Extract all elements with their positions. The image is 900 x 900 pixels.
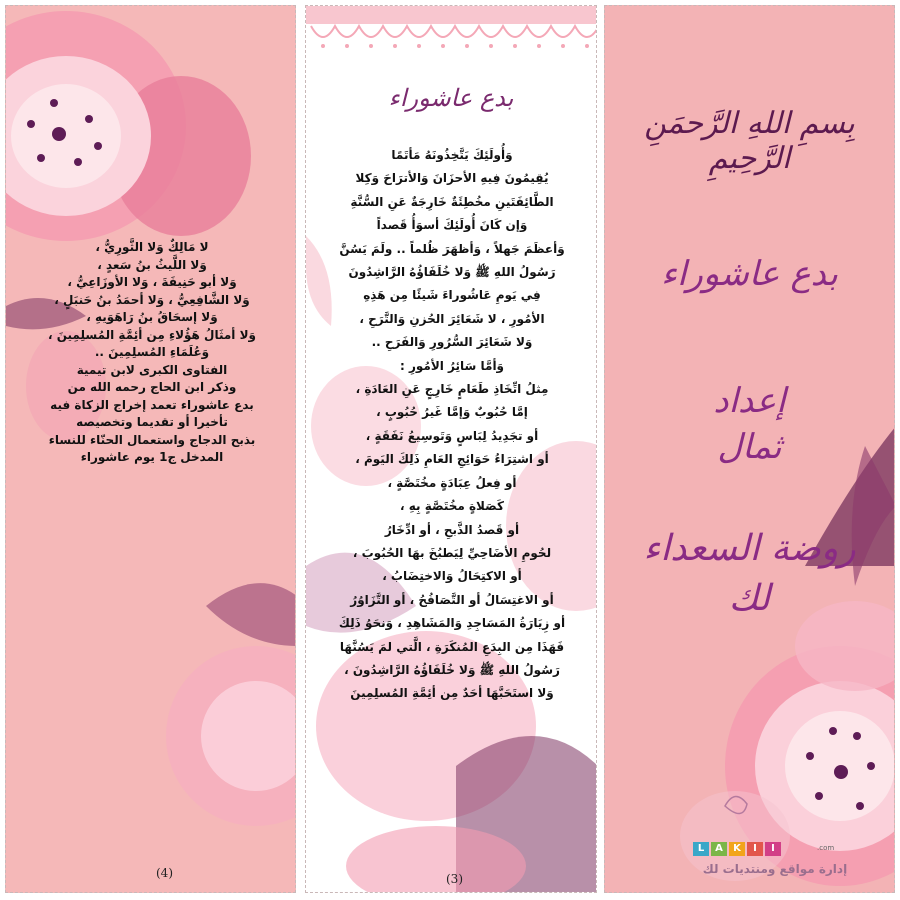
text-line: إمَّا حُبُوبٌ وَإمَّا غَيرُ حُبُوبٍ ، bbox=[376, 405, 528, 420]
text-line: رَسُولُ اللهِ ﷺ وَلا خُلَفَاؤُهُ الرَّاشِدُونَ bbox=[348, 265, 556, 280]
text-line: وَلا استَحَبَّهَا أحَدٌ مِن أئِمَّةِ المُسلِمِينَ bbox=[350, 686, 554, 701]
page-number: (4) bbox=[156, 866, 173, 880]
panel-page-4 bbox=[5, 5, 296, 893]
logo-letter: I bbox=[747, 842, 763, 856]
prepared-by bbox=[605, 378, 894, 470]
text-line: بذبح الدجاج واستعمال الحنّاء للنساء bbox=[48, 432, 256, 447]
logo-letter: A bbox=[711, 842, 727, 856]
dedication bbox=[605, 524, 894, 624]
body-text bbox=[314, 144, 590, 706]
text-line: بدع عاشوراء تعمد إخراج الزكاة فيه bbox=[50, 397, 254, 412]
text-line: وَإن كَانَ أُولَئِكَ أسوَأُ قَصداً bbox=[376, 218, 528, 233]
text-line: وَلا الشَّافِعِيُّ ، وَلا أحمَدُ بنُ حَنبَلٍ ، bbox=[54, 292, 250, 307]
text-line: وَأعظَمَ جَهلاً ، وَأظهَرَ ظُلماً .. ولَمَ يَسُنَّ bbox=[339, 241, 565, 256]
text-line: وَأُولَئِكَ يَتَّخِذُونَهُ مَأتَمًا bbox=[391, 148, 513, 162]
basmala: بِسمِ اللهِ الرَّحمَنِ الرَّحِيمِ bbox=[644, 106, 855, 176]
page-number: (3) bbox=[446, 872, 463, 886]
panel-page-3 bbox=[305, 5, 597, 893]
text-line: فِي يَومِ عَاشُوراءَ شَيئًا مِن هَذِهِ bbox=[363, 288, 541, 303]
text-line: كَصَلاةٍ مخُتَصَّةٍ بِهِ ، bbox=[400, 499, 504, 514]
panel-cover bbox=[604, 5, 895, 893]
lakii-logo bbox=[693, 842, 781, 856]
prepared-label: إعداد bbox=[713, 381, 786, 421]
text-line: تأخيرا أو تقديما وتخصيصه bbox=[76, 415, 228, 429]
text-line: الأمُورِ ، لا شَعَائِرَ الحُزنِ وَالتَّرَحِ ، bbox=[359, 311, 545, 326]
text-line: المدخل ج1 يوم عاشوراء bbox=[80, 450, 224, 464]
text-line: أو قَصدُ الذَّبحِ ، أو ادِّخَارُ bbox=[384, 522, 520, 537]
text-line: أو زِيَارَةُ المَسَاجِدِ وَالمَشَاهِدِ ، وَنحَوُ ذَلِكَ bbox=[338, 616, 566, 631]
text-line: أو الاغتِسَالُ أو التَّصَافُحُ ، أو التَّزَاوُرُ bbox=[350, 592, 554, 607]
text-line: وَعُلَمَاءِ المُسلِمِينَ .. bbox=[94, 345, 210, 359]
prepared-name: ثمال bbox=[717, 427, 782, 467]
text-line: لحُومِ الأضَاحِيِّ لِيَطبُخَ بهَا الحُبُوبَ ، bbox=[352, 545, 552, 560]
text-line: وَلا شَعَائِرَ السُّرُورِ وَالفَرَحِ .. bbox=[371, 335, 533, 350]
dedication-line-1: روضة السعداء bbox=[643, 528, 856, 569]
flower-bottom bbox=[166, 646, 296, 826]
text-line: لا مَالِكٌ وَلا الثَّورِيُّ ، bbox=[95, 240, 209, 254]
cover-title: بدع عاشوراء bbox=[661, 254, 838, 294]
text-line: مِثلُ اتِّخَاذِ طَعَامٍ خَارِجٍ عَنِ العَادَةِ ، bbox=[355, 382, 549, 397]
text-line: وَلا إسحَاقُ بنُ رَاهَوَيهِ ، bbox=[86, 310, 218, 324]
text-line: الطَّائِفَتَينِ مخُطِئَةٌ خَارِجَةٌ عَنِ السُّنَّةِ bbox=[350, 194, 554, 209]
text-line: وَلا أبو حَنِيفَةَ ، وَلا الأوزَاعِيُّ ، bbox=[67, 275, 237, 289]
page-title: بدع عاشوراء bbox=[388, 84, 514, 112]
text-line: وَأمَّا سَائِرُ الأمُورِ : bbox=[399, 358, 505, 373]
dedication-line-2: لك bbox=[728, 578, 771, 619]
logo-suffix: .com bbox=[817, 844, 835, 852]
text-line: رَسُولُ اللهِ ﷺ وَلا خُلَفَاؤُهُ الرَّاشِدُونَ ، bbox=[344, 662, 560, 677]
text-line: أو اشتِرَاءُ حَوَائِجِ العَامِ ذَلِكَ اليَومَ ، bbox=[355, 452, 549, 467]
logo-letter: K bbox=[729, 842, 745, 856]
text-line: وذكر ابن الحاج رحمه الله من bbox=[67, 380, 237, 394]
leaf bbox=[206, 583, 296, 646]
flower-top-large bbox=[6, 11, 251, 241]
text-line: الفتاوى الكبرى لابن تيمية bbox=[76, 362, 228, 377]
text-line: فَهَذَا مِن البِدَعِ المُنكَرَةِ ، الَّتي لمَ يَسُنَّهَا bbox=[339, 639, 565, 654]
text-line: يُقِيمُونَ فِيهِ الأحزَانَ وَالأترَاحَ وَكِلا bbox=[355, 171, 549, 186]
text-line: أو تجَدِيدُ لِبَاسٍ وَتَوسِيعُ نَفَقَةٍ ، bbox=[365, 428, 539, 443]
text-line: أو الاكتِحَالُ وَالاختِضَابُ ، bbox=[382, 569, 522, 584]
text-line: وَلا اللَّيثُ بنُ سَعدٍ ، bbox=[97, 257, 207, 272]
text-line: أو فِعلُ عِبَادَةٍ مخُتَصَّةٍ ، bbox=[387, 475, 517, 490]
body-text bbox=[18, 239, 286, 467]
logo-letter: I bbox=[765, 842, 781, 856]
text-line: وَلا أمثَالُ هَؤُلاءِ مِن أئِمَّةِ المُسلِمِينَ ، bbox=[48, 327, 256, 342]
logo-letter: L bbox=[693, 842, 709, 856]
logo-caption: إدارة مواقع ومنتديات لك bbox=[702, 862, 848, 876]
